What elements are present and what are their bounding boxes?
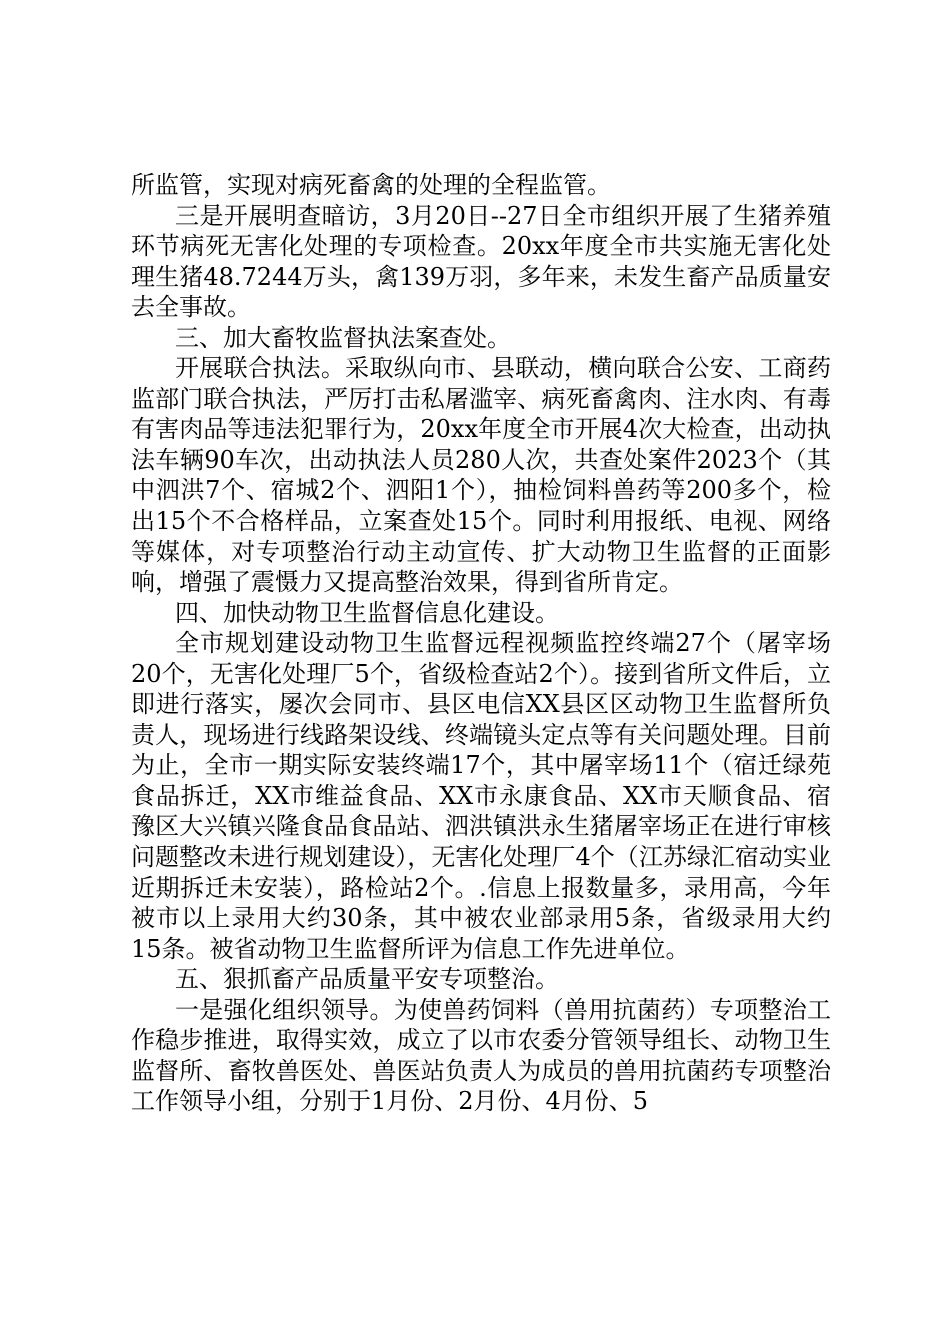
- paragraph-continuation: 所监管，实现对病死畜禽的处理的全程监管。: [131, 171, 611, 199]
- section-heading-4: 四、加快动物卫生监督信息化建设。: [175, 598, 559, 627]
- paragraph-inspection: 三是开展明查暗访，3月20日--27日全市组织开展了生猪养殖环节病死无害化处理的专项检查。20xx年度全市共实施无害化处理生猪48.7244万头，禽139万羽，多年来，未发生畜产品质量安去全事故。: [131, 201, 831, 322]
- paragraph-informatization: 全市规划建设动物卫生监督远程视频监控终端27个（屠宰场20个，无害化处理厂5个，省级检查站2个）。接到省所文件后，立即进行落实，屡次会同市、县区电信XX县区区动物卫生监督所负责人，现场进行线路架设线、终端镜头定点等有关问题处理。目前为止，全市一期实际安装终端17个，其中屠宰场11个（宿迁绿苑食品拆迁，XX市维益食品、XX市永康食品、XX市天顺食品、宿豫区大兴镇兴隆食品食品站、泗洪镇洪永生猪屠宰场正在进行审核问题整改未进行规划建设），无害化处理厂4个（江苏绿汇宿动实业近期拆迁未安装），路检站2个。.信息上报数量多，录用高，今年被市以上录用大约30条，其中被农业部录用5条，省级录用大约15条。被省动物卫生监督所评为信息工作先进单位。: [131, 629, 831, 963]
- section-heading-3: 三、加大畜牧监督执法案查处。: [175, 323, 511, 352]
- paragraph-joint-enforcement: 开展联合执法。采取纵向市、县联动，横向联合公安、工商药监部门联合执法，严厉打击私屠滥宰、病死畜禽肉、注水肉、有毒有害肉品等违法犯罪行为，20xx年度全市开展4次大检查，出动执法车辆90车次，出动执法人员280人次，共查处案件2023个（其中泗洪7个、宿城2个、泗阳1个），抽检饲料兽药等200多个，检出15个不合格样品，立案查处15个。同时利用报纸、电视、网络等媒体，对专项整治行动主动宣传、扩大动物卫生监督的正面影响，增强了震慑力又提高整治效果，得到省所肯定。: [131, 354, 831, 597]
- paragraph-organization: 一是强化组织领导。为使兽药饲料（兽用抗菌药）专项整治工作稳步推进，取得实效，成立了以市农委分管领导组长、动物卫生监督所、畜牧兽医处、兽医站负责人为成员的兽用抗菌药专项整治工作领导小组，分别于1月份、2月份、4月份、5: [131, 995, 831, 1116]
- document-page: [131, 170, 831, 1117]
- section-heading-5: 五、狠抓畜产品质量平安专项整治。: [175, 965, 559, 994]
